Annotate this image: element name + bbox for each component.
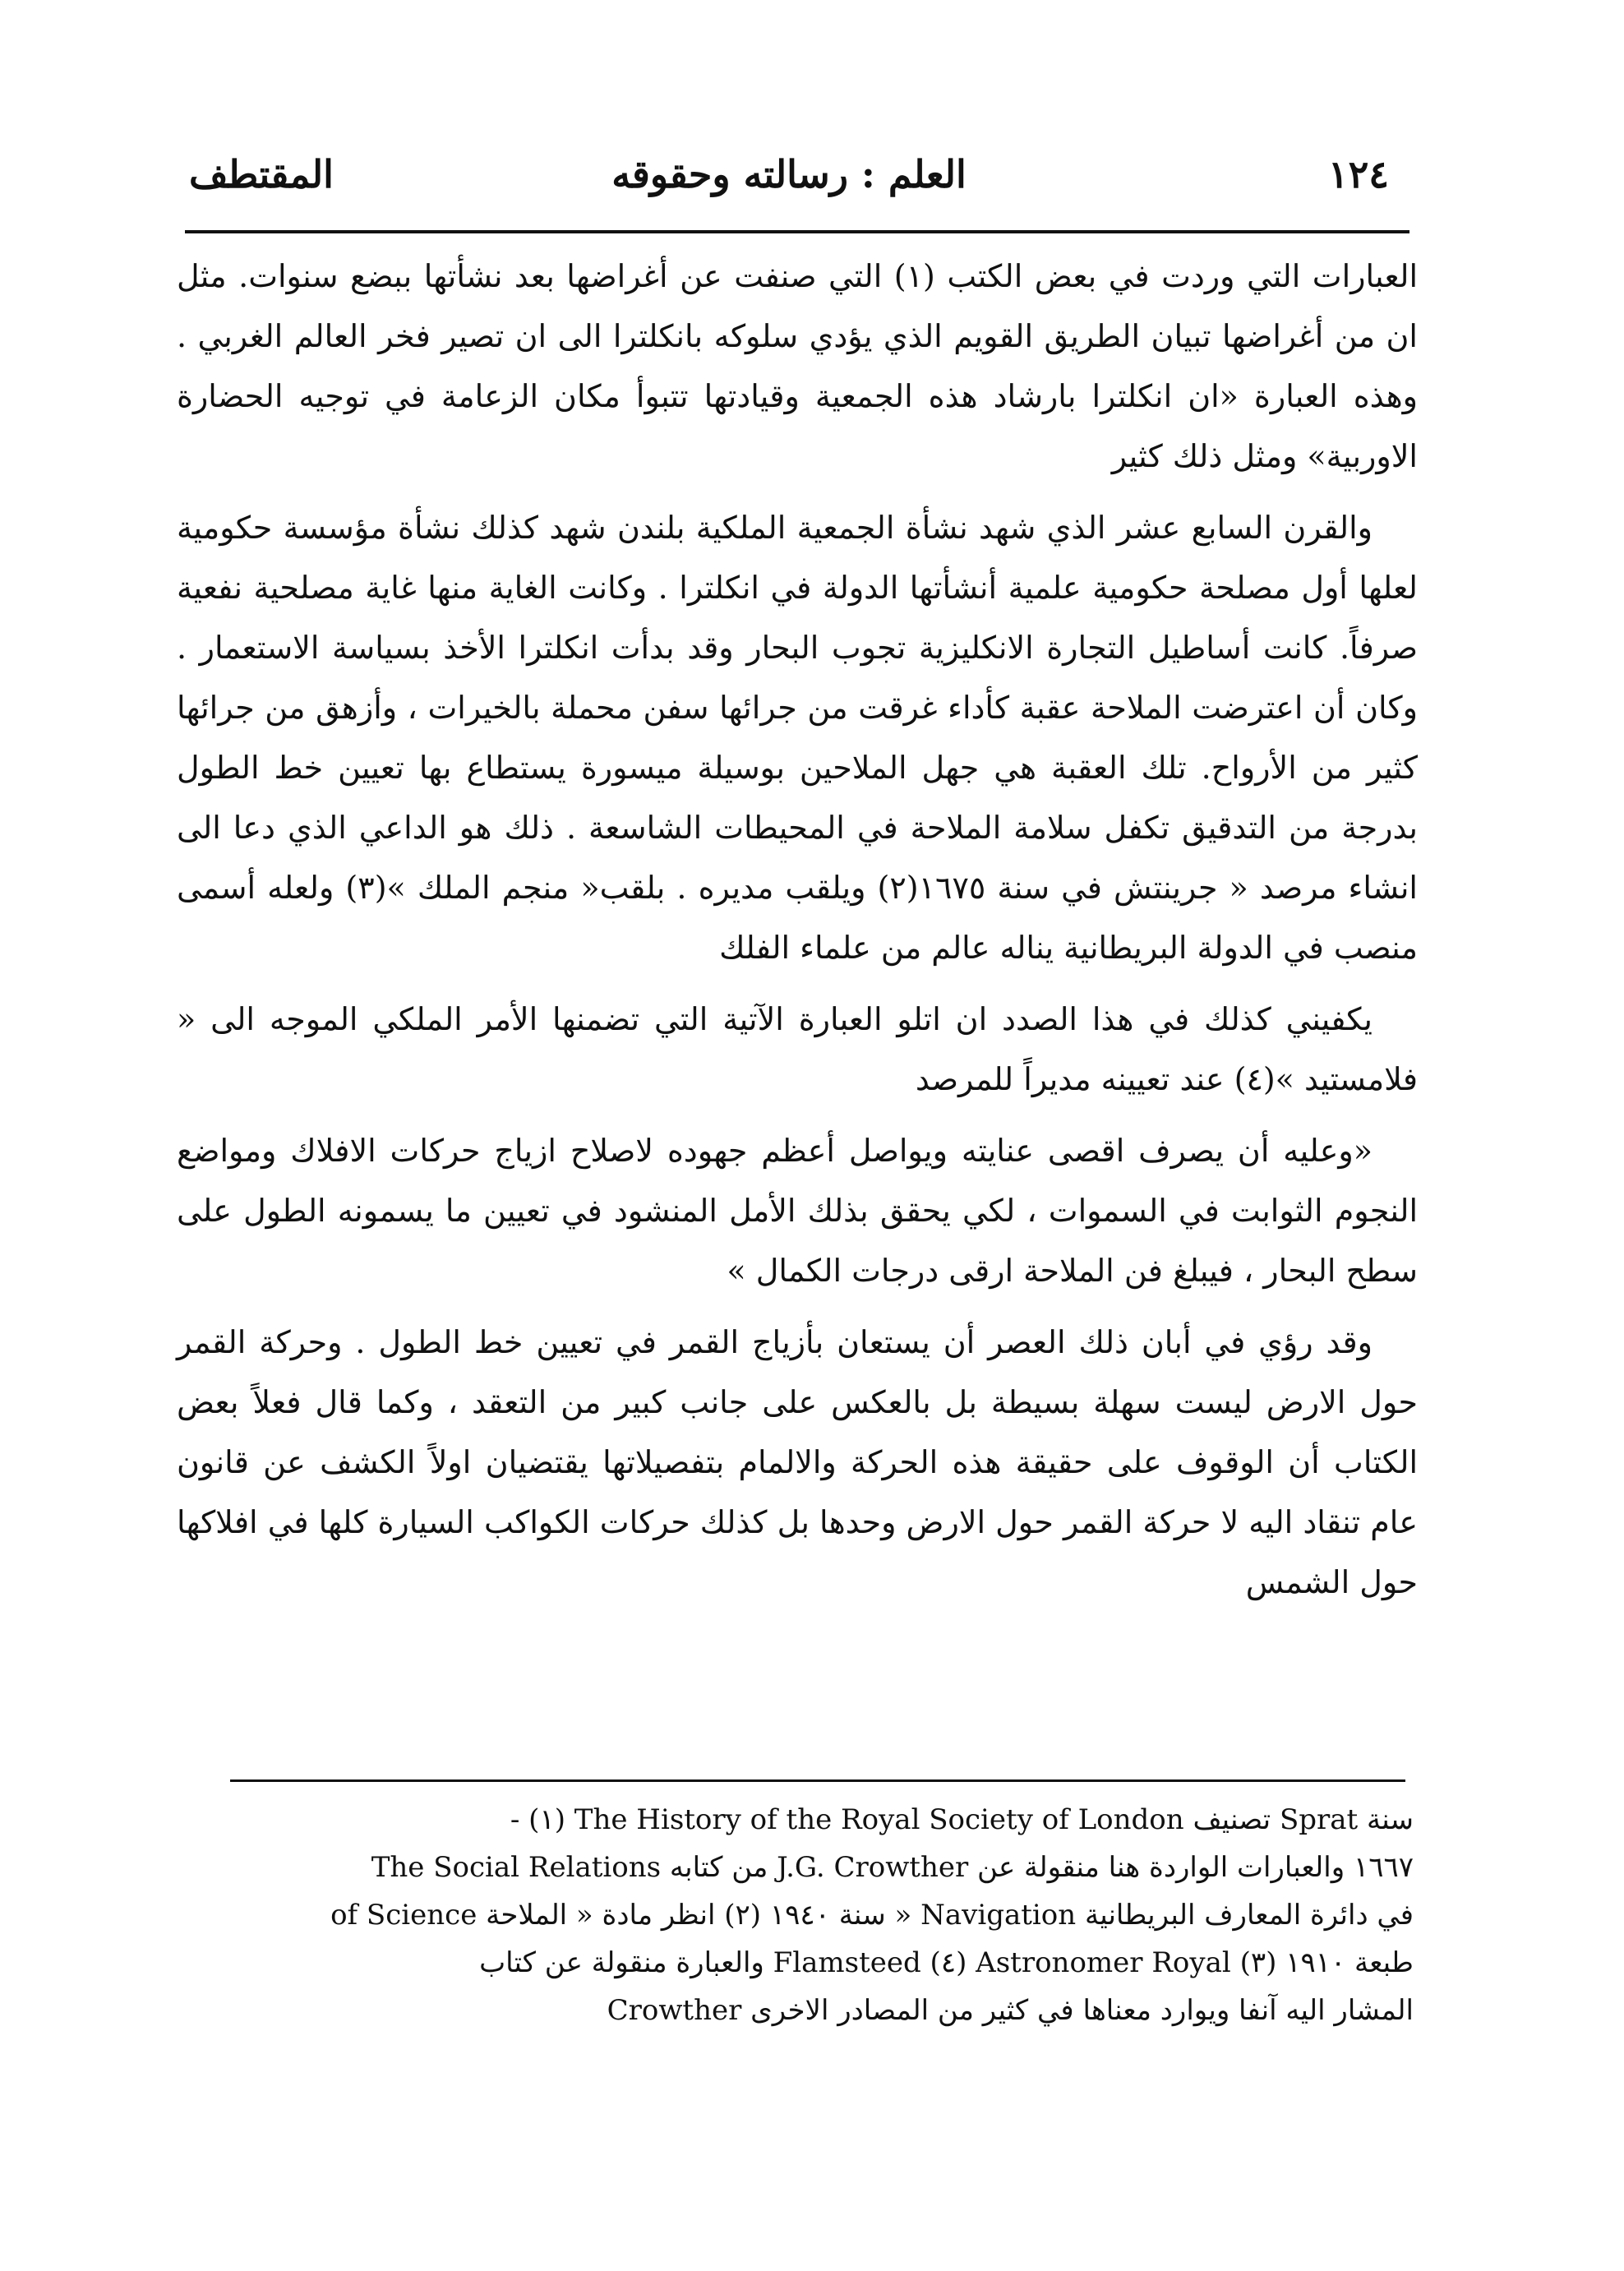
running-title: العلم : رسالته وحقوقه — [611, 152, 967, 196]
paragraph: وقد رؤي في أبان ذلك العصر أن يستعان بأزياج القمر في تعيين خط الطول . وحركة القمر حول الارض ليست سهلة بسيطة بل بالعكس على جانب كبير من التعقد ، وكما قال فعلاً بعض الكتاب أن الوقوف على حقيقة هذه الحركة والالمام بتفصيلاتها يقتضيان اولاً الكشف عن قانون عام تنقاد اليه لا حركة القمر حول الارض وحدها بل كذلك حركات الكواكب السيارة كلها في افلاكها حول الشمس — [177, 1324, 1418, 1600]
page-number: ١٢٤ — [1327, 152, 1389, 196]
header-rule — [185, 230, 1409, 233]
footnote-line: - (١) The History of the Royal Society of London تصنيف Sprat سنة — [510, 1803, 1414, 1836]
footnote-rule — [230, 1779, 1405, 1782]
page-header — [189, 152, 1389, 218]
quoted-paragraph: «وعليه أن يصرف اقصى عنايته ويواصل أعظم جهوده لاصلاح ازياج حركات الافلاك ومواضع النجوم الثوابت في السموات ، لكي يحقق بذلك الأمل المنشود في تعيين ما يسمونه الطول على سطح البحار ، فيبلغ فن الملاحة ارقى درجات الكمال » — [177, 1133, 1418, 1289]
paragraph: العبارات التي وردت في بعض الكتب (١) التي صنفت عن أغراضها بعد نشأتها ببضع سنوات. مثل ان من أغراضها تبيان الطريق القويم الذي يؤدي سلوكه بانكلترا الى ان تصير فخر العالم الغربي . وهذه العبارة «ان انكلترا بارشاد هذه الجمعية وقيادتها تتبوأ مكان الزعامة في توجيه الحضارة الاوربية» ومثل ذلك كثير — [177, 258, 1418, 474]
article-body — [177, 247, 1418, 1624]
paragraph: والقرن السابع عشر الذي شهد نشأة الجمعية الملكية بلندن شهد كذلك نشأة مؤسسة حكومية لعلها أول مصلحة حكومية علمية أنشأتها الدولة في انكلترا . وكانت الغاية منها غاية مصلحية نفعية صرفاً. كانت أساطيل التجارة الانكليزية تجوب البحار وقد بدأت انكلترا الأخذ بسياسة الاستعمار . وكان أن اعترضت الملاحة عقبة كأداء غرقت من جرائها سفن محملة بالخيرات ، وأزهق من جرائها كثير من الأرواح. تلك العقبة هي جهل الملاحين بوسيلة ميسورة يستطاع بها تعيين خط الطول بدرجة من التدقيق تكفل سلامة الملاحة في المحيطات الشاسعة . ذلك هو الداعي الذي دعا الى انشاء مرصد « جرينتش في سنة ١٦٧٥(٢) ويلقب مديره . بلقب« منجم الملك »(٣) ولعله أسمى منصب في الدولة البريطانية يناله عالم من علماء الفلك — [177, 510, 1418, 966]
footnote-line: طبعة ١٩١٠ (٣) Astronomer Royal (٤) Flamsteed والعبارة منقولة عن كتاب — [479, 1946, 1414, 1979]
footnotes — [189, 1796, 1414, 2034]
journal-name: المقتطف — [189, 152, 334, 196]
footnote-line: Crowther المشار اليه آنفا ويوارد معناها في كثير من المصادر الاخرى — [607, 1994, 1414, 2027]
footnote-line: ١٦٦٧ والعبارات الواردة هنا منقولة عن J.G. Crowther من كتابه The Social Relations — [371, 1851, 1414, 1884]
footnote-line: of Science سنة ١٩٤٠ (٢) انظر مادة « الملاحة » Navigation في دائرة المعارف البريطانية — [330, 1899, 1414, 1932]
paragraph: يكفيني كذلك في هذا الصدد ان اتلو العبارة الآتية التي تضمنها الأمر الملكي الموجه الى « فلامستيد »(٤) عند تعيينه مديراً للمرصد — [177, 1001, 1418, 1097]
